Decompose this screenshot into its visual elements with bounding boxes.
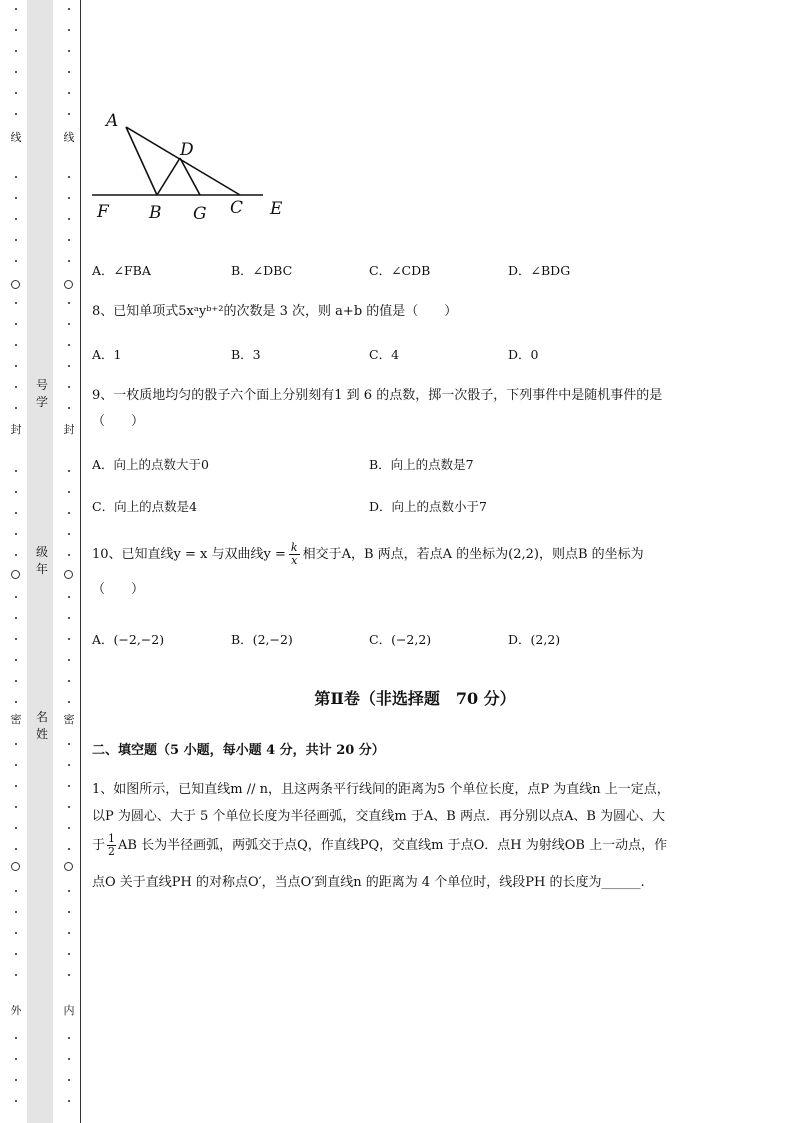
seal-dot: [68, 512, 70, 514]
seal-dot: [15, 596, 17, 598]
seal-dot: [15, 806, 17, 808]
seal-dot: [68, 953, 70, 955]
fraction-k-over-x: [289, 542, 300, 567]
q10-stem-line2: （ ）: [92, 582, 145, 597]
fraction-numerator: k: [290, 541, 298, 554]
seal-dot: [68, 92, 70, 94]
seal-dot: [68, 365, 70, 367]
q7-option-a: A．∠FBA: [92, 263, 151, 278]
seal-dot: [15, 512, 17, 514]
seal-dot: [15, 848, 17, 850]
fraction-denominator: x: [291, 554, 298, 567]
seal-dot: [15, 953, 17, 955]
seal-dot: [68, 386, 70, 388]
seal-dot: [15, 92, 17, 94]
seal-dot: [15, 239, 17, 241]
seal-dot: [68, 1079, 70, 1081]
seal-dot: [68, 344, 70, 346]
seal-dot: [15, 260, 17, 262]
q9-option-a: A．向上的点数大于0: [92, 457, 209, 472]
seal-dot: [68, 701, 70, 703]
seal-dot: [68, 239, 70, 241]
seal-dot: [15, 1100, 17, 1102]
seal-dot: [68, 197, 70, 199]
seal-dot: [68, 659, 70, 661]
fill1-line4: 点O 关于直线PH 的对称点O′，当点O′到直线n 的距离为 4 个单位时，线段PH 的长度为______.: [92, 875, 645, 890]
seal-dot: [15, 470, 17, 472]
fraction-one-half: [107, 833, 116, 858]
fill1-line3-post: AB 长为半径画弧，两弧交于点Q，作直线PQ，交直线m 于点O．点H 为射线OB 上一动点，作: [118, 837, 668, 853]
seal-dot: [15, 365, 17, 367]
seal-circle: [11, 280, 20, 289]
seal-dot: [15, 680, 17, 682]
point-label-b: B: [149, 203, 162, 223]
seal-dot: [68, 29, 70, 31]
q7-option-c: C．∠CDB: [369, 263, 431, 278]
q8-option-d: D．0: [508, 347, 539, 362]
point-label-g: G: [193, 204, 207, 224]
seal-dot: [68, 533, 70, 535]
fill1-line3: [92, 833, 667, 858]
seal-dot: [68, 71, 70, 73]
seal-dot: [15, 827, 17, 829]
q9-option-b: B．向上的点数是7: [369, 457, 474, 472]
q7-option-b: B．∠DBC: [231, 263, 293, 278]
section-subtitle: 二、填空题（5 小题，每小题 4 分，共计 20 分）: [92, 743, 385, 758]
point-label-c: C: [230, 198, 244, 218]
q10-stem-line1: [92, 542, 644, 567]
seal-dot: [15, 533, 17, 535]
fraction-denominator: 2: [108, 845, 116, 858]
seal-dot: [68, 596, 70, 598]
seal-label-nei: 内: [63, 1004, 75, 1017]
seal-dot: [68, 806, 70, 808]
seal-dot: [15, 554, 17, 556]
binding-margin: [0, 0, 82, 1123]
seal-dot: [68, 8, 70, 10]
seal-dot: [15, 491, 17, 493]
seal-dot: [15, 113, 17, 115]
q7-option-d: D．∠BDG: [508, 263, 571, 278]
seal-dot: [68, 848, 70, 850]
seal-label-mi-outer: 密: [10, 713, 22, 726]
binding-line: [80, 0, 81, 1123]
section-title: 第Ⅱ卷（非选择题 70 分）: [314, 689, 516, 708]
seal-dot: [68, 1100, 70, 1102]
seal-dot: [15, 659, 17, 661]
seal-circle: [11, 570, 20, 579]
seal-dot: [68, 302, 70, 304]
seal-dot: [15, 701, 17, 703]
q8-option-c: C．4: [369, 347, 400, 362]
name-label: 名姓: [35, 710, 48, 741]
seal-dot: [15, 1058, 17, 1060]
seal-dot: [68, 617, 70, 619]
seal-dot: [68, 323, 70, 325]
seal-dot: [15, 974, 17, 976]
seal-dot: [15, 323, 17, 325]
seal-dot: [15, 218, 17, 220]
q10-option-c: C．(−2,2): [369, 632, 432, 647]
seal-label-mi-inner: 密: [63, 713, 75, 726]
seal-dot: [15, 743, 17, 745]
seal-dot: [15, 785, 17, 787]
q8-option-b: B．3: [231, 347, 261, 362]
seal-circle: [64, 280, 73, 289]
seal-dot: [68, 176, 70, 178]
seal-label-feng-outer: 封: [10, 423, 22, 436]
q10-stem-part2: 相交于A，B 两点，若点A 的坐标为(2,2)，则点B 的坐标为: [302, 546, 644, 562]
seal-dot: [15, 302, 17, 304]
seal-dot: [68, 218, 70, 220]
fill1-line1: 1、如图所示，已知直线m // n，且这两条平行线间的距离为5 个单位长度，点P 为直线n 上一定点，: [92, 782, 670, 797]
q9-option-d: D．向上的点数小于7: [369, 499, 487, 514]
seal-dot: [68, 932, 70, 934]
seal-dot: [15, 71, 17, 73]
seal-dot: [68, 50, 70, 52]
seal-dot: [15, 176, 17, 178]
seal-dot: [68, 827, 70, 829]
point-label-a: A: [106, 111, 119, 131]
seal-dot: [68, 260, 70, 262]
seal-dot: [15, 890, 17, 892]
fill1-line3-pre: 于: [92, 837, 106, 853]
seal-dot: [15, 8, 17, 10]
seal-dot: [68, 638, 70, 640]
seal-circle: [11, 862, 20, 871]
point-label-d: D: [180, 140, 194, 160]
seal-label-feng-inner: 封: [63, 423, 75, 436]
seal-dot: [68, 911, 70, 913]
geometry-figure: [88, 105, 298, 230]
seal-dot: [68, 764, 70, 766]
fill1-line2: 以P 为圆心、大于 5 个单位长度为半径画弧，交直线m 于A、B 两点．再分别以点A、B 为圆心、大: [92, 809, 666, 824]
fraction-numerator: 1: [108, 832, 116, 845]
q10-option-a: A．(−2,−2): [92, 632, 165, 647]
seal-dot: [68, 491, 70, 493]
q8-option-a: A．1: [92, 347, 122, 362]
seal-dot: [68, 1058, 70, 1060]
seal-dot: [15, 50, 17, 52]
seal-dot: [68, 890, 70, 892]
point-label-f: F: [97, 202, 109, 222]
seal-dot: [15, 344, 17, 346]
seal-dot: [15, 407, 17, 409]
seal-circle: [64, 570, 73, 579]
seal-label-wai: 外: [10, 1004, 22, 1017]
q9-option-c: C．向上的点数是4: [92, 499, 198, 514]
q9-stem-line1: 9、一枚质地均匀的骰子六个面上分别刻有1 到 6 的点数，掷一次骰子，下列事件中是随机事件的是: [92, 388, 663, 403]
seal-dot: [15, 1037, 17, 1039]
seal-dot: [68, 407, 70, 409]
seal-label-xian-outer: 线: [10, 131, 22, 144]
seal-dot: [68, 470, 70, 472]
seal-dot: [68, 785, 70, 787]
seal-dot: [15, 29, 17, 31]
student-number-label: 号学: [35, 378, 48, 409]
q9-stem-line2: （ ）: [92, 414, 145, 429]
seal-dot: [68, 1037, 70, 1039]
seal-dot: [15, 638, 17, 640]
seal-dot: [68, 974, 70, 976]
seal-circle: [64, 862, 73, 871]
point-label-e: E: [270, 199, 283, 219]
seal-label-xian-inner: 线: [63, 131, 75, 144]
seal-dot: [68, 680, 70, 682]
seal-dot: [68, 554, 70, 556]
q10-stem-part1: 10、已知直线y = x 与双曲线y =: [92, 546, 286, 562]
seal-dot: [15, 197, 17, 199]
seal-dot: [15, 1079, 17, 1081]
seal-dot: [15, 764, 17, 766]
seal-dot: [15, 386, 17, 388]
seal-dot: [15, 911, 17, 913]
q10-option-d: D．(2,2): [508, 632, 561, 647]
seal-dot: [68, 113, 70, 115]
seal-dot: [15, 932, 17, 934]
grade-label: 级年: [35, 545, 48, 576]
q10-option-b: B．(2,−2): [231, 632, 293, 647]
seal-dot: [15, 617, 17, 619]
q8-stem: 8、已知单项式5xᵃyᵇ⁺²的次数是 3 次，则 a+b 的值是（ ）: [92, 304, 458, 319]
seal-dot: [68, 743, 70, 745]
